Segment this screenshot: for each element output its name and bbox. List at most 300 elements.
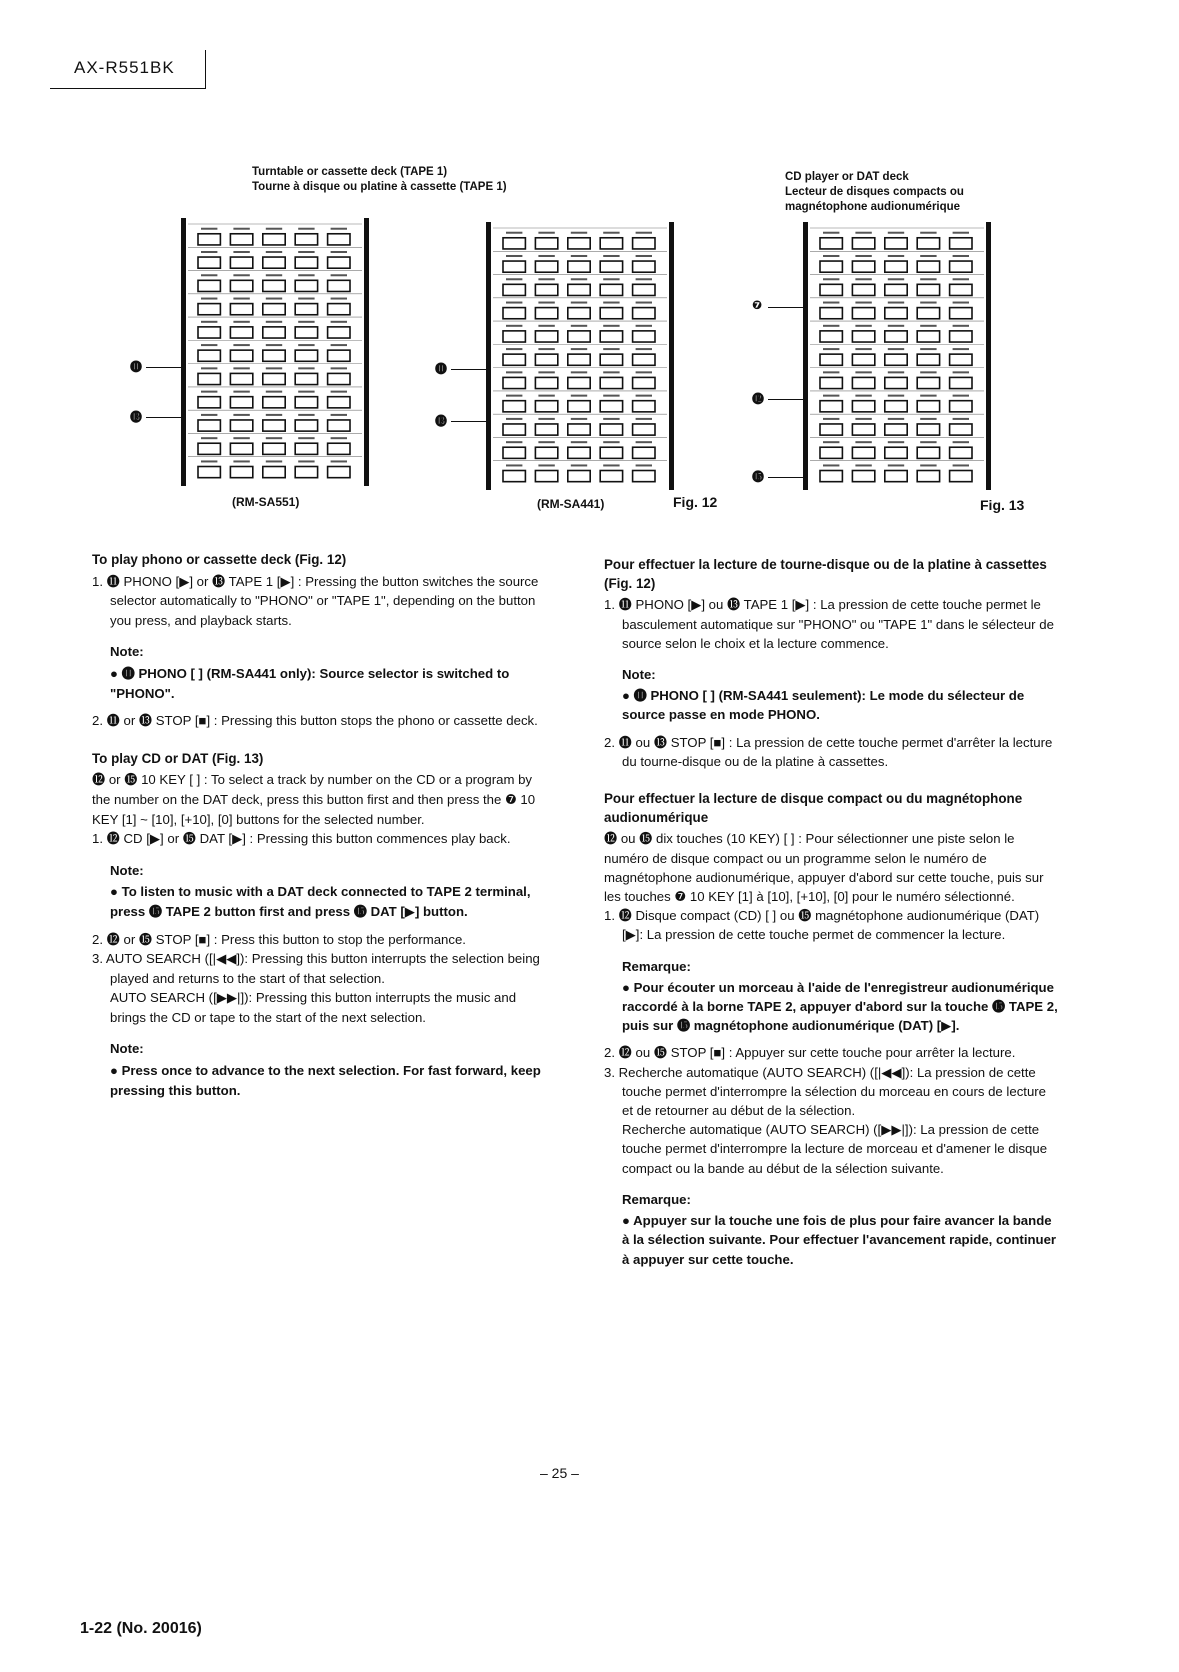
key-label-mark [855, 232, 871, 234]
key-label-mark [888, 302, 904, 304]
note-heading: Remarque: [622, 1191, 691, 1207]
key-label-mark [888, 464, 904, 466]
remote-key [820, 238, 842, 249]
key-label-mark [298, 321, 314, 323]
remote-key [198, 257, 220, 268]
key-label-mark [953, 302, 969, 304]
key-label-mark [855, 418, 871, 420]
callout-line [146, 367, 184, 368]
remote-key [295, 350, 317, 361]
remote-key [263, 443, 285, 454]
remote-key [198, 420, 220, 431]
key-label-mark [888, 348, 904, 350]
remote-key [568, 354, 590, 365]
note-bullet: ● ⓫ PHONO [ ] (RM-SA441 seulement): Le mode du sélecteur de source passe en mode PHONO. [622, 688, 1025, 723]
remote-key [295, 443, 317, 454]
remote-key [600, 331, 622, 342]
key-label-mark [331, 321, 347, 323]
note-bullet: ● Pour écouter un morceau à l'aide de l'enregistreur audionumérique raccordé à la borne TAPE 2, appuyer d'abord sur la touche ⓯ TAPE 2, puis sur ⓯ magnétophone audionumérique (DAT) [▶]. [622, 979, 1058, 1034]
remote-key [230, 350, 252, 361]
instruction-intro: ⓬ or ⓯ 10 KEY [ ] : To select a track by number on the CD or a program by the number on the DAT deck, press this button first and then press the ❼ 10 KEY [1] ~ [10], [+10], [0] buttons for the selected number. [92, 772, 536, 827]
key-label-mark [233, 251, 249, 253]
callout-line [146, 417, 184, 418]
key-label-mark [266, 344, 282, 346]
remote-key [600, 238, 622, 249]
remote-key [328, 420, 350, 431]
remote-key [263, 373, 285, 384]
remote-key [503, 377, 525, 388]
remote-key [633, 424, 655, 435]
key-label-mark [201, 460, 217, 462]
key-label-mark [823, 278, 839, 280]
remote-key [852, 284, 874, 295]
remote-key [852, 377, 874, 388]
remote-key [328, 373, 350, 384]
remote-key [852, 331, 874, 342]
remote-key [263, 420, 285, 431]
remote-key [535, 261, 557, 272]
key-label-mark [953, 441, 969, 443]
remote-key [568, 401, 590, 412]
key-label-mark [953, 395, 969, 397]
key-label-mark [888, 418, 904, 420]
remote-key [230, 467, 252, 478]
key-label-mark [636, 418, 652, 420]
instruction-item: 2. ⓬ or ⓯ STOP [■] : Press this button to stop the performance. [92, 931, 466, 947]
key-label-mark [233, 344, 249, 346]
remote-key [295, 304, 317, 315]
key-label-mark [571, 395, 587, 397]
remote-key [295, 467, 317, 478]
remote-key [263, 397, 285, 408]
remote-key [328, 327, 350, 338]
remote-key [568, 424, 590, 435]
remote-key [295, 397, 317, 408]
remote-key [535, 447, 557, 458]
key-label-mark [920, 418, 936, 420]
remote-key [885, 354, 907, 365]
key-label-mark [571, 418, 587, 420]
key-label-mark [233, 298, 249, 300]
remote-key [263, 257, 285, 268]
left-figure-caption [252, 165, 507, 195]
key-label-mark [571, 464, 587, 466]
key-label-mark [855, 441, 871, 443]
remote-key [820, 308, 842, 319]
instruction-item: 1. ⓬ CD [▶] or ⓯ DAT [▶] : Pressing this button commences play back. [92, 831, 511, 847]
key-label-mark [636, 348, 652, 350]
remote-key [198, 467, 220, 478]
remote-key [535, 308, 557, 319]
key-label-mark [506, 371, 522, 373]
callout-line [451, 369, 489, 370]
page-number: – 25 – [540, 1465, 579, 1481]
remote-key [568, 261, 590, 272]
english-section-title: To play phono or cassette deck (Fig. 12) [92, 552, 347, 567]
remote-key [263, 234, 285, 245]
remote-key [230, 373, 252, 384]
instruction-item: 1. ⓫ PHONO [▶] ou ⓭ TAPE 1 [▶] : La pression de cette touche permet le basculement automatique sur "PHONO" ou "TAPE 1" dans le sélecteur de source selon le choix et la lecture commence. [604, 597, 1054, 651]
remote-key [503, 331, 525, 342]
key-label-mark [603, 418, 619, 420]
key-label-mark [571, 325, 587, 327]
key-label-mark [506, 395, 522, 397]
remote-key [535, 424, 557, 435]
key-label-mark [823, 348, 839, 350]
remote-key [568, 308, 590, 319]
remote-key [885, 401, 907, 412]
remote-key [198, 280, 220, 291]
note-bullet: ● Appuyer sur la touche une fois de plus pour faire avancer la bande à la sélection suivante. Pour effectuer l'avancement rapide, continuer à appuyer sur cette touche. [622, 1213, 1057, 1267]
key-label-mark [636, 464, 652, 466]
key-label-mark [538, 302, 554, 304]
key-label-mark [506, 278, 522, 280]
remote-key [600, 401, 622, 412]
callout-13: ⓭ [130, 410, 143, 424]
key-label-mark [636, 371, 652, 373]
key-label-mark [233, 321, 249, 323]
callout-11: ⓫ [130, 360, 143, 374]
remote-key [950, 238, 972, 249]
remote-key [230, 420, 252, 431]
key-label-mark [538, 278, 554, 280]
instruction-intro: ⓬ ou ⓯ dix touches (10 KEY) [ ] : Pour sélectionner une piste selon le numéro de disque compact ou un programme selon le numéro de magnétophone audionumérique, appuyer d'abord sur cette touche, puis sur les touches ❼ 10 KEY [1] à [10], [+10], [0] pour le numéro sélectionné. [604, 831, 1044, 905]
callout-line [768, 399, 806, 400]
remote-key [820, 401, 842, 412]
remote-key [885, 471, 907, 482]
remote-key [885, 261, 907, 272]
callout-line [768, 307, 806, 308]
key-label-mark [888, 255, 904, 257]
remote-key [820, 284, 842, 295]
remote-key [503, 308, 525, 319]
key-label-mark [266, 321, 282, 323]
key-label-mark [636, 302, 652, 304]
remote-key [820, 424, 842, 435]
remote-key [852, 401, 874, 412]
remote-key-grid [186, 218, 364, 486]
key-label-mark [201, 274, 217, 276]
key-label-mark [920, 371, 936, 373]
remote-key [633, 331, 655, 342]
key-label-mark [506, 255, 522, 257]
header-rule [50, 88, 206, 89]
key-label-mark [636, 395, 652, 397]
remote-key [950, 354, 972, 365]
key-label-mark [233, 437, 249, 439]
key-label-mark [855, 348, 871, 350]
key-label-mark [201, 437, 217, 439]
key-label-mark [266, 298, 282, 300]
callout-11: ⓫ [435, 362, 448, 376]
remote-key-grid [491, 222, 669, 490]
remote-key [885, 331, 907, 342]
remote-key [568, 284, 590, 295]
remote-key [295, 234, 317, 245]
key-label-mark [823, 441, 839, 443]
remote-key [198, 234, 220, 245]
key-label-mark [920, 302, 936, 304]
key-label-mark [920, 255, 936, 257]
key-label-mark [920, 278, 936, 280]
remote-key [917, 377, 939, 388]
remote-key-grid [808, 222, 986, 490]
remote-key [820, 471, 842, 482]
remote-key [230, 234, 252, 245]
key-label-mark [603, 278, 619, 280]
remote-key [633, 447, 655, 458]
key-label-mark [298, 367, 314, 369]
key-label-mark [855, 255, 871, 257]
key-label-mark [298, 344, 314, 346]
remote-key [885, 447, 907, 458]
instruction-item: Recherche automatique (AUTO SEARCH) ([▶▶|]): La pression de cette touche permet d'interrompre la lecture de morceau et d'amener le disque compact ou la bande au début de la sélection suivante. [622, 1122, 1048, 1176]
key-label-mark [538, 464, 554, 466]
key-label-mark [506, 232, 522, 234]
remote-key [535, 238, 557, 249]
remote-key [263, 467, 285, 478]
remote-key [263, 304, 285, 315]
remote-key [198, 373, 220, 384]
remote-key [328, 304, 350, 315]
key-label-mark [603, 325, 619, 327]
key-label-mark [603, 348, 619, 350]
remote-key [633, 377, 655, 388]
remote-key [885, 238, 907, 249]
key-label-mark [331, 367, 347, 369]
key-label-mark [920, 395, 936, 397]
remote-key [885, 308, 907, 319]
key-label-mark [538, 441, 554, 443]
key-label-mark [603, 371, 619, 373]
remote-key [230, 397, 252, 408]
remote-key [230, 304, 252, 315]
remote-key [917, 331, 939, 342]
remote-key [633, 308, 655, 319]
key-label-mark [953, 255, 969, 257]
key-label-mark [823, 395, 839, 397]
key-label-mark [603, 464, 619, 466]
remote-key [295, 420, 317, 431]
remote-key [820, 377, 842, 388]
key-label-mark [331, 251, 347, 253]
remote-key [917, 308, 939, 319]
callout-13: ⓭ [435, 414, 448, 428]
remote-key [950, 308, 972, 319]
remote-key [885, 424, 907, 435]
key-label-mark [266, 414, 282, 416]
key-label-mark [953, 232, 969, 234]
remote-key [600, 261, 622, 272]
note-heading: Note: [110, 644, 144, 660]
caption-line: Lecteur de disques compacts ou [785, 186, 964, 198]
header-rule-vertical [205, 50, 206, 89]
key-label-mark [233, 414, 249, 416]
key-label-mark [920, 464, 936, 466]
remote-key [535, 284, 557, 295]
key-label-mark [538, 325, 554, 327]
remote-key [950, 261, 972, 272]
key-label-mark [266, 460, 282, 462]
remote-key [917, 261, 939, 272]
remote-key [950, 331, 972, 342]
remote-key [568, 447, 590, 458]
key-label-mark [201, 251, 217, 253]
remote-key [917, 284, 939, 295]
remote-key [328, 257, 350, 268]
note-heading: Note: [110, 862, 144, 878]
remote-key [600, 308, 622, 319]
key-label-mark [855, 464, 871, 466]
key-label-mark [823, 302, 839, 304]
key-label-mark [888, 278, 904, 280]
key-label-mark [603, 302, 619, 304]
key-label-mark [506, 325, 522, 327]
remote-key [633, 354, 655, 365]
key-label-mark [571, 255, 587, 257]
fig-12-label: Fig. 12 [673, 494, 718, 510]
key-label-mark [953, 464, 969, 466]
key-label-mark [823, 325, 839, 327]
remote-key [600, 354, 622, 365]
remote-key [600, 447, 622, 458]
remote-key [885, 377, 907, 388]
key-label-mark [920, 441, 936, 443]
key-label-mark [888, 325, 904, 327]
remote-key [198, 327, 220, 338]
remote-key [198, 304, 220, 315]
remote-key [328, 443, 350, 454]
key-label-mark [888, 441, 904, 443]
remote-key [503, 447, 525, 458]
key-label-mark [823, 232, 839, 234]
remote-key [568, 377, 590, 388]
remote-key [633, 284, 655, 295]
key-label-mark [636, 232, 652, 234]
key-label-mark [331, 298, 347, 300]
key-label-mark [920, 325, 936, 327]
remote-key [917, 401, 939, 412]
remote-key [568, 331, 590, 342]
english-column [92, 550, 542, 1108]
remote-key [535, 471, 557, 482]
key-label-mark [571, 371, 587, 373]
instruction-item: 2. ⓬ ou ⓯ STOP [■] : Appuyer sur cette touche pour arrêter la lecture. [604, 1045, 1016, 1061]
remote-key [600, 424, 622, 435]
key-label-mark [823, 371, 839, 373]
remote-key [535, 401, 557, 412]
remote-key [535, 377, 557, 388]
instruction-item: 1. ⓬ Disque compact (CD) [ ] ou ⓯ magnétophone audionumérique (DAT) [▶]: La pression de cette touche permet de commencer la lecture. [604, 908, 1040, 943]
key-label-mark [266, 228, 282, 230]
remote-key [820, 354, 842, 365]
key-label-mark [298, 298, 314, 300]
key-label-mark [331, 228, 347, 230]
document-code: 1-22 (No. 20016) [80, 1620, 202, 1637]
english-section-title: To play CD or DAT (Fig. 13) [92, 750, 264, 766]
key-label-mark [233, 391, 249, 393]
key-label-mark [538, 395, 554, 397]
remote-key [950, 447, 972, 458]
key-label-mark [201, 298, 217, 300]
caption-line: CD player or DAT deck [785, 171, 909, 183]
key-label-mark [266, 367, 282, 369]
remote-key [328, 397, 350, 408]
remote-rm-sa551 [181, 218, 369, 486]
key-label-mark [201, 344, 217, 346]
remote-key [852, 424, 874, 435]
key-label-mark [506, 348, 522, 350]
remote-key [917, 447, 939, 458]
remote-key [633, 471, 655, 482]
callout-line [768, 477, 806, 478]
remote-key [600, 284, 622, 295]
key-label-mark [603, 395, 619, 397]
callout-line [451, 421, 489, 422]
remote-key [535, 354, 557, 365]
remote-key [295, 280, 317, 291]
remote-key [503, 261, 525, 272]
remote-key [950, 401, 972, 412]
key-label-mark [571, 348, 587, 350]
key-label-mark [266, 274, 282, 276]
key-label-mark [266, 437, 282, 439]
remote-key [852, 471, 874, 482]
remote-key [820, 447, 842, 458]
instruction-item: 3. AUTO SEARCH ([|◀◀]): Pressing this button interrupts the selection being played and returns to the start of that selection. [92, 951, 540, 986]
key-label-mark [298, 437, 314, 439]
key-label-mark [636, 278, 652, 280]
remote-key [852, 354, 874, 365]
key-label-mark [855, 325, 871, 327]
key-label-mark [331, 391, 347, 393]
key-label-mark [571, 302, 587, 304]
caption-line: magnétophone audionumérique [785, 201, 961, 213]
remote-key [917, 354, 939, 365]
remote-key [568, 238, 590, 249]
remote-key [328, 280, 350, 291]
right-figure-caption [785, 170, 964, 215]
key-label-mark [233, 367, 249, 369]
remote-key [230, 443, 252, 454]
remote-key [198, 350, 220, 361]
note-heading: Note: [110, 1041, 144, 1057]
remote-key [917, 238, 939, 249]
key-label-mark [953, 325, 969, 327]
key-label-mark [201, 414, 217, 416]
remote-key [295, 257, 317, 268]
key-label-mark [571, 232, 587, 234]
instruction-item: 2. ⓫ or ⓭ STOP [■] : Pressing this button stops the phono or cassette deck. [92, 713, 538, 729]
remote-key [328, 234, 350, 245]
key-label-mark [855, 278, 871, 280]
key-label-mark [266, 391, 282, 393]
caption-line: Tourne à disque ou platine à cassette (TAPE 1) [252, 181, 507, 193]
instruction-item: 3. Recherche automatique (AUTO SEARCH) ([|◀◀]): La pression de cette touche permet d'interrompre la sélection du morceau en cours de lecture et de retourner au début de la sélection. [604, 1064, 1047, 1119]
remote-key [198, 397, 220, 408]
remote-key [295, 327, 317, 338]
key-label-mark [331, 344, 347, 346]
remote-key [568, 471, 590, 482]
remote-key [230, 327, 252, 338]
instruction-item: AUTO SEARCH ([▶▶|]): Pressing this button interrupts the music and brings the CD or tape to the start of the next selection. [110, 990, 517, 1025]
remote-key [600, 471, 622, 482]
key-label-mark [298, 414, 314, 416]
remote-key [633, 261, 655, 272]
key-label-mark [823, 418, 839, 420]
key-label-mark [823, 464, 839, 466]
remote1-label: (RM-SA551) [232, 495, 300, 509]
